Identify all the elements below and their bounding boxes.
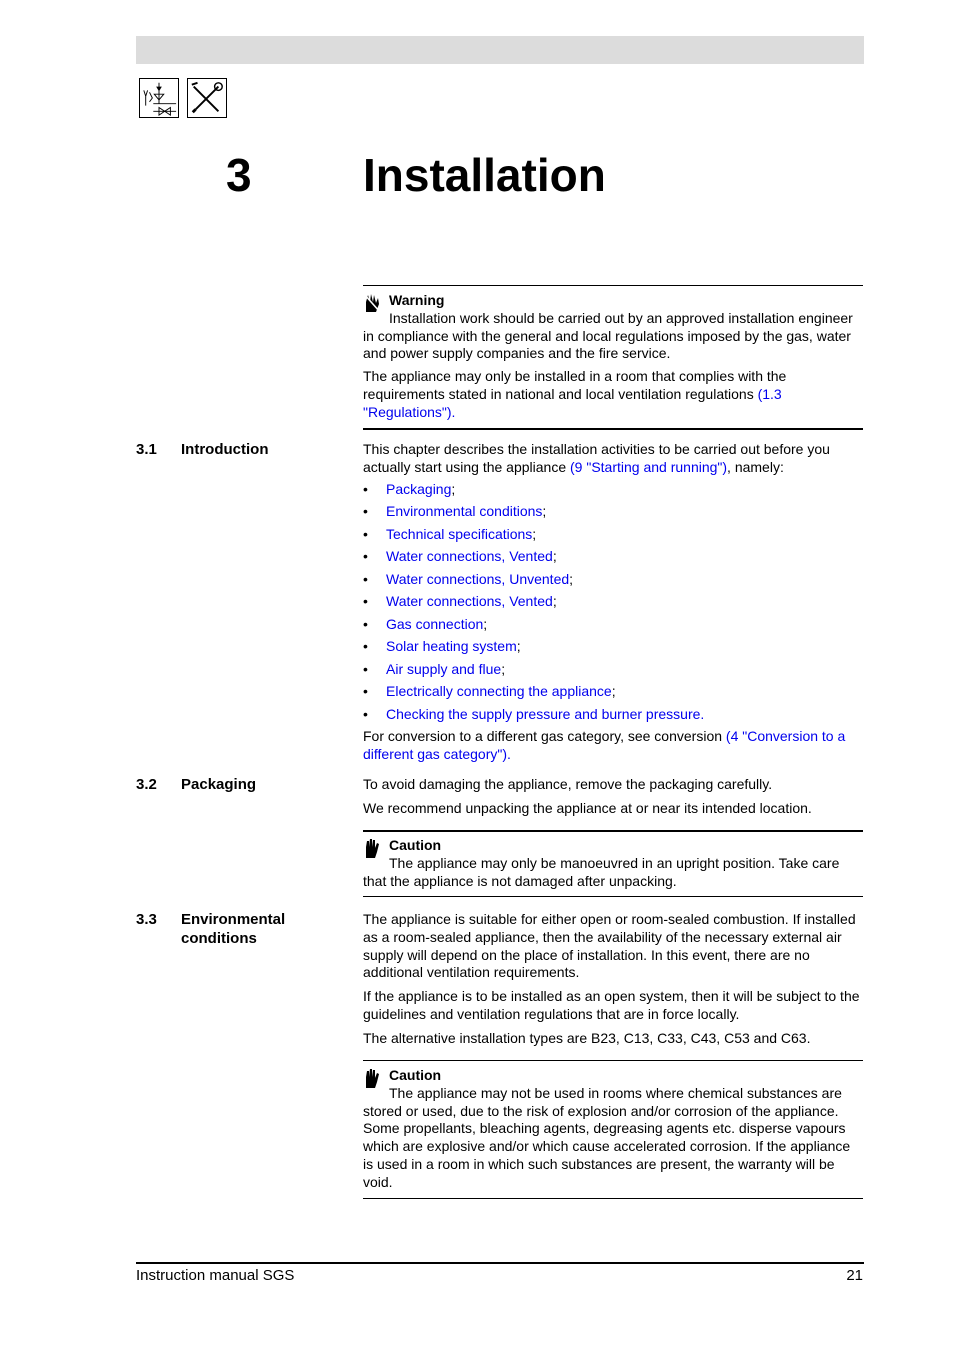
introduction-text: This chapter describes the installation activities to be carried out before you actually start using the appliance (9 "Starting and running"), namely: xyxy=(363,441,830,475)
list-item: • Air supply and flue; xyxy=(363,660,506,677)
list-item: • Environmental conditions; xyxy=(363,503,547,520)
list-item: • Packaging; xyxy=(363,480,456,497)
environment-caution-box xyxy=(363,1060,863,1199)
list-item: • Water connections, Vented; xyxy=(363,593,557,610)
packaging-paragraph-1: To avoid damaging the appliance, remove the packaging carefully. xyxy=(363,776,773,792)
section-title-introduction: Introduction xyxy=(181,441,269,458)
environment-paragraph-1: The appliance is suitable for either open or room-sealed combustion. If installed as a room-sealed appliance, then the availability of the necessary external air supply will depend on the place of installation. In this event, there are no additional ventilation requirements. xyxy=(363,911,856,981)
section-title-packaging: Packaging xyxy=(181,776,257,793)
list-item: • Electrically connecting the appliance; xyxy=(363,683,616,700)
list-item: • Water connections, Vented; xyxy=(363,548,557,565)
list-item: • Technical specifications; xyxy=(363,525,537,542)
chapter-title: Installation xyxy=(363,149,606,201)
list-item: • Checking the supply pressure and burner pressure. xyxy=(363,705,705,722)
warning-box xyxy=(363,285,863,430)
conversion-link[interactable]: (4 "Conversion to a different gas category"). xyxy=(363,728,846,762)
environment-paragraph-3: The alternative installation types are B23, C13, C33, C43, C53 and C63. xyxy=(363,1029,811,1046)
conversion-text: For conversion to a different gas category, see conversion (4 "Conversion to a different gas category"). xyxy=(363,728,846,762)
footer-page-number: 21 xyxy=(846,1267,863,1284)
caution-hand-icon xyxy=(363,837,381,859)
environment-body xyxy=(363,911,863,1048)
introduction-body xyxy=(363,441,863,764)
caution-text-line1: The appliance may not be used in rooms where chemical substances are xyxy=(389,1084,842,1101)
packaging-caution-box xyxy=(363,830,863,897)
section-number-packaging: 3.2 xyxy=(136,776,157,793)
packaging-paragraph-2: We recommend unpacking the appliance at or near its intended location. xyxy=(363,799,812,816)
caution-heading: Caution xyxy=(389,1067,442,1083)
list-item: • Gas connection; xyxy=(363,615,488,632)
warning-heading: Warning xyxy=(389,292,445,308)
footer-document-title: Instruction manual SGS xyxy=(136,1267,295,1284)
chapter-number: 3 xyxy=(226,149,252,201)
caution-heading: Caution xyxy=(389,837,442,853)
section-number-introduction: 3.1 xyxy=(136,441,157,458)
caution-text-line1: The appliance may only be manoeuvred in an upright position. Take care xyxy=(389,854,840,871)
environment-paragraph-2: If the appliance is to be installed as an open system, then it will be subject to the guidelines and ventilation regulations that are in force locally. xyxy=(363,988,860,1022)
caution-text-line2: that the appliance is not damaged after unpacking. xyxy=(363,872,677,889)
warning-hand-icon xyxy=(363,292,381,314)
header-bar xyxy=(136,36,864,64)
list-item: • Solar heating system; xyxy=(363,638,521,655)
warning-paragraph-2: The appliance may only be installed in a room that complies with the requirements stated in national and local ventilation regulations (1.3 "Regulations"). xyxy=(363,368,787,420)
list-item: • Water connections, Unvented; xyxy=(363,570,574,587)
packaging-body xyxy=(363,776,863,818)
section-title-environment: Environmental conditions xyxy=(181,911,286,947)
caution-hand-icon xyxy=(363,1067,381,1089)
regulations-link[interactable]: (1.3 "Regulations"). xyxy=(363,385,782,420)
installer-symbol-icon xyxy=(139,78,179,118)
caution-text-line2: stored or used, due to the risk of explosion and/or corrosion of the appliance. Some propellants, bleaching agents, degreasing agents etc. disperse vapours which are explosive and/or which cause accelerated corrosion. If the appliance is used in a room in which such substances are present, the warranty will be void. xyxy=(363,1102,851,1190)
tools-icon xyxy=(187,78,227,118)
section-number-environment: 3.3 xyxy=(136,911,157,928)
introduction-list xyxy=(363,481,863,729)
footer-rule xyxy=(136,1262,864,1264)
starting-and-running-link[interactable]: (9 "Starting and running") xyxy=(570,458,728,475)
warning-text-line1: Installation work should be carried out by an approved installation engineer xyxy=(389,309,853,326)
warning-text-line2: in compliance with the general and local regulations imposed by the gas, water and power supply companies and the fire service. xyxy=(363,327,851,362)
